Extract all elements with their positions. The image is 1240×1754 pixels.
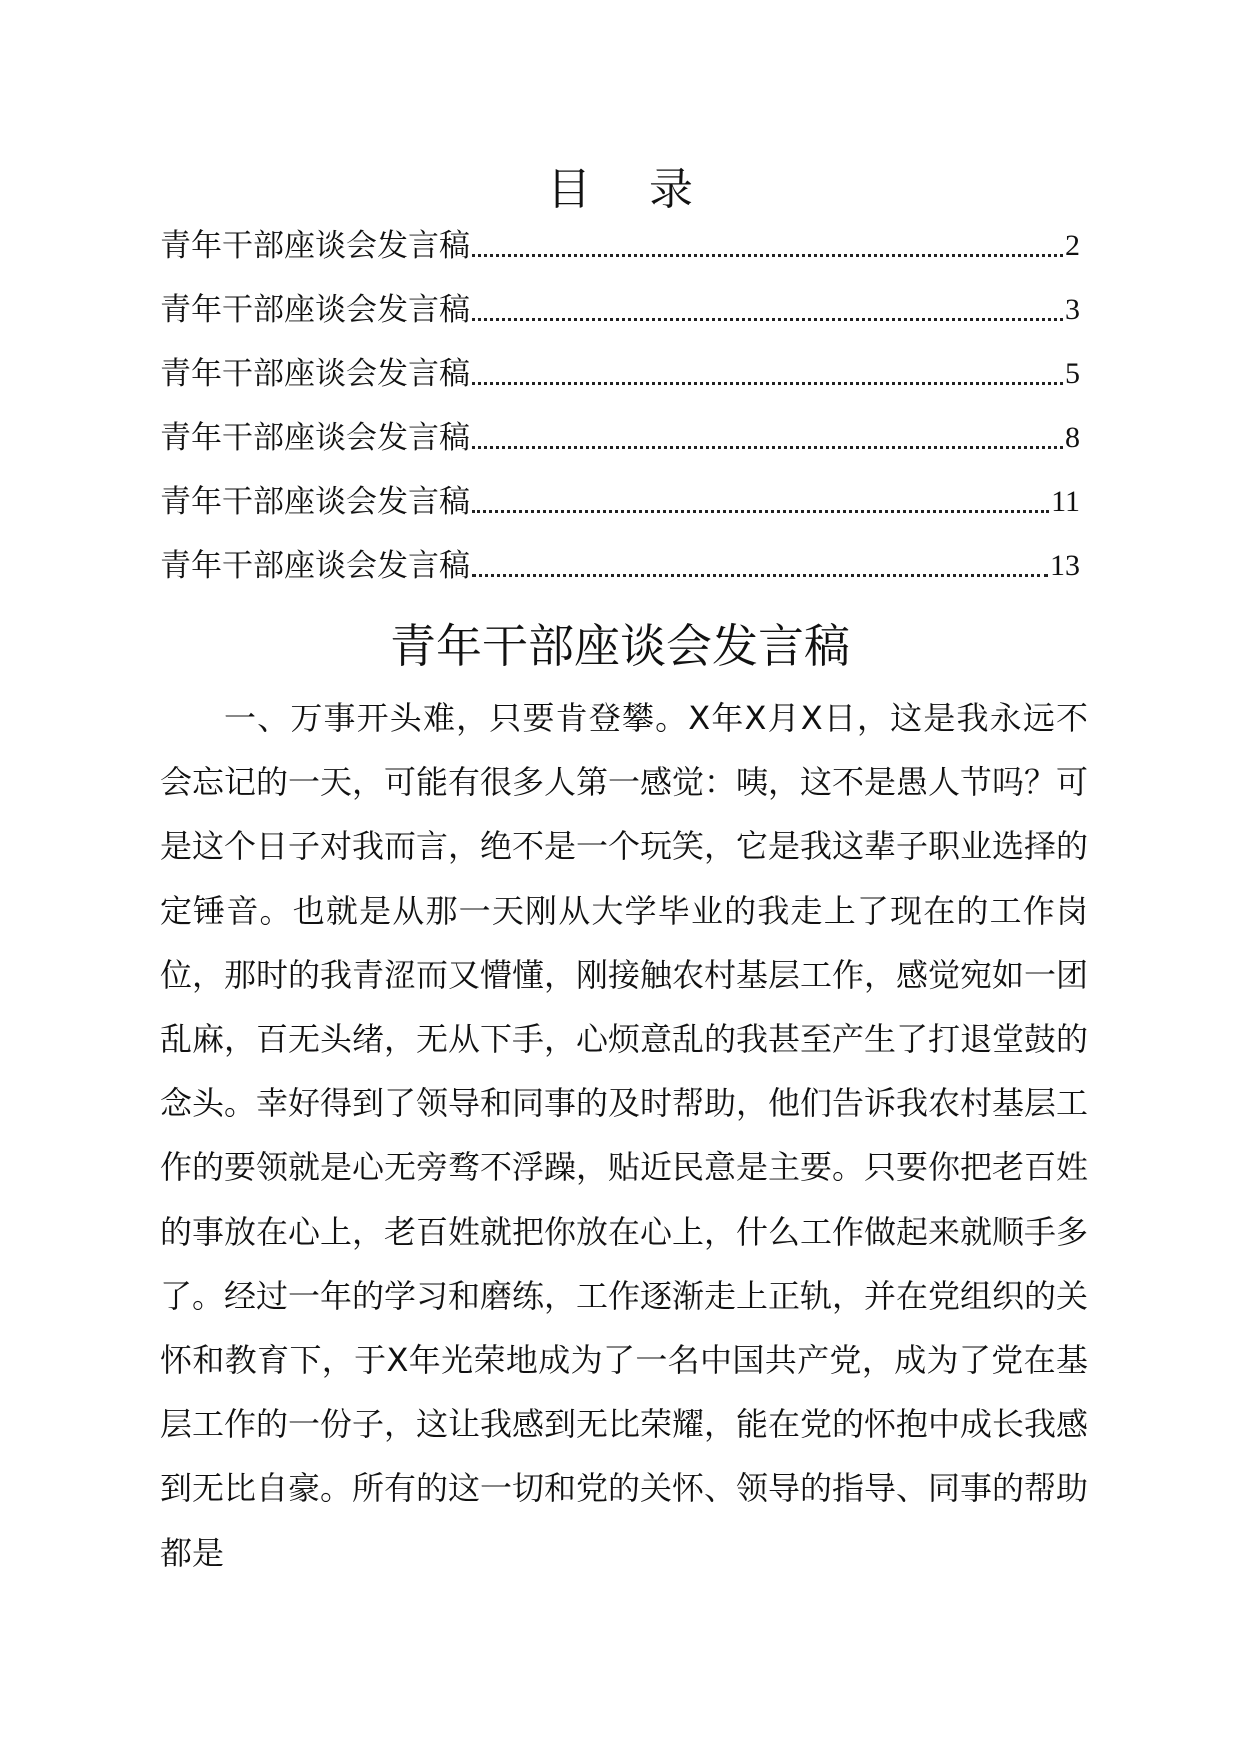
- toc-heading: 目 录: [547, 164, 715, 215]
- toc-entry-page-number: 2: [1065, 229, 1080, 262]
- toc-entry[interactable]: [160, 464, 1080, 528]
- toc-entry-page-number: 5: [1065, 357, 1080, 390]
- toc-entry-title: 青年干部座谈会发言稿: [160, 228, 470, 264]
- toc-dot-leader: [472, 381, 1063, 385]
- toc-entry[interactable]: [160, 336, 1080, 400]
- toc-dot-leader: [472, 445, 1063, 449]
- toc-entry-title: 青年干部座谈会发言稿: [160, 292, 470, 328]
- table-of-contents: [160, 208, 1080, 592]
- toc-dot-leader: [472, 573, 1048, 577]
- toc-entry-page-number: 8: [1065, 421, 1080, 454]
- toc-entry[interactable]: [160, 528, 1080, 592]
- toc-entry-page-number: 3: [1065, 293, 1080, 326]
- toc-dot-leader: [472, 509, 1049, 513]
- toc-entry-title: 青年干部座谈会发言稿: [160, 420, 470, 456]
- toc-entry[interactable]: [160, 208, 1080, 272]
- article-title: 青年干部座谈会发言稿: [390, 619, 850, 673]
- toc-entry-title: 青年干部座谈会发言稿: [160, 484, 470, 520]
- article-paragraph: 一、万事开头难，只要肯登攀。X年X月X日，这是我永远不会忘记的一天，可能有很多人第一感觉：咦，这不是愚人节吗？可是这个日子对我而言，绝不是一个玩笑，它是我这辈子职业选择的定锤音。也就是从那一天刚从大学毕业的我走上了现在的工作岗位，那时的我青涩而又懵懂，刚接触农村基层工作，感觉宛如一团乱麻，百无头绪，无从下手，心烦意乱的我甚至产生了打退堂鼓的念头。幸好得到了领导和同事的及时帮助，他们告诉我农村基层工作的要领就是心无旁骛不浮躁，贴近民意是主要。只要你把老百姓的事放在心上，老百姓就把你放在心上，什么工作做起来就顺手多了。经过一年的学习和磨练，工作逐渐走上正轨，并在党组织的关怀和教育下，于X年光荣地成为了一名中国共产党，成为了党在基层工作的一份子，这让我感到无比荣耀，能在党的怀抱中成长我感到无比自豪。所有的这一切和党的关怀、领导的指导、同事的帮助都是: [160, 699, 1089, 1572]
- toc-dot-leader: [472, 253, 1063, 257]
- toc-entry-page-number: 11: [1051, 485, 1080, 518]
- toc-entry-title: 青年干部座谈会发言稿: [160, 548, 470, 584]
- toc-dot-leader: [472, 317, 1063, 321]
- toc-entry-page-number: 13: [1050, 549, 1080, 582]
- toc-entry[interactable]: [160, 272, 1080, 336]
- toc-entry-title: 青年干部座谈会发言稿: [160, 356, 470, 392]
- toc-entry[interactable]: [160, 400, 1080, 464]
